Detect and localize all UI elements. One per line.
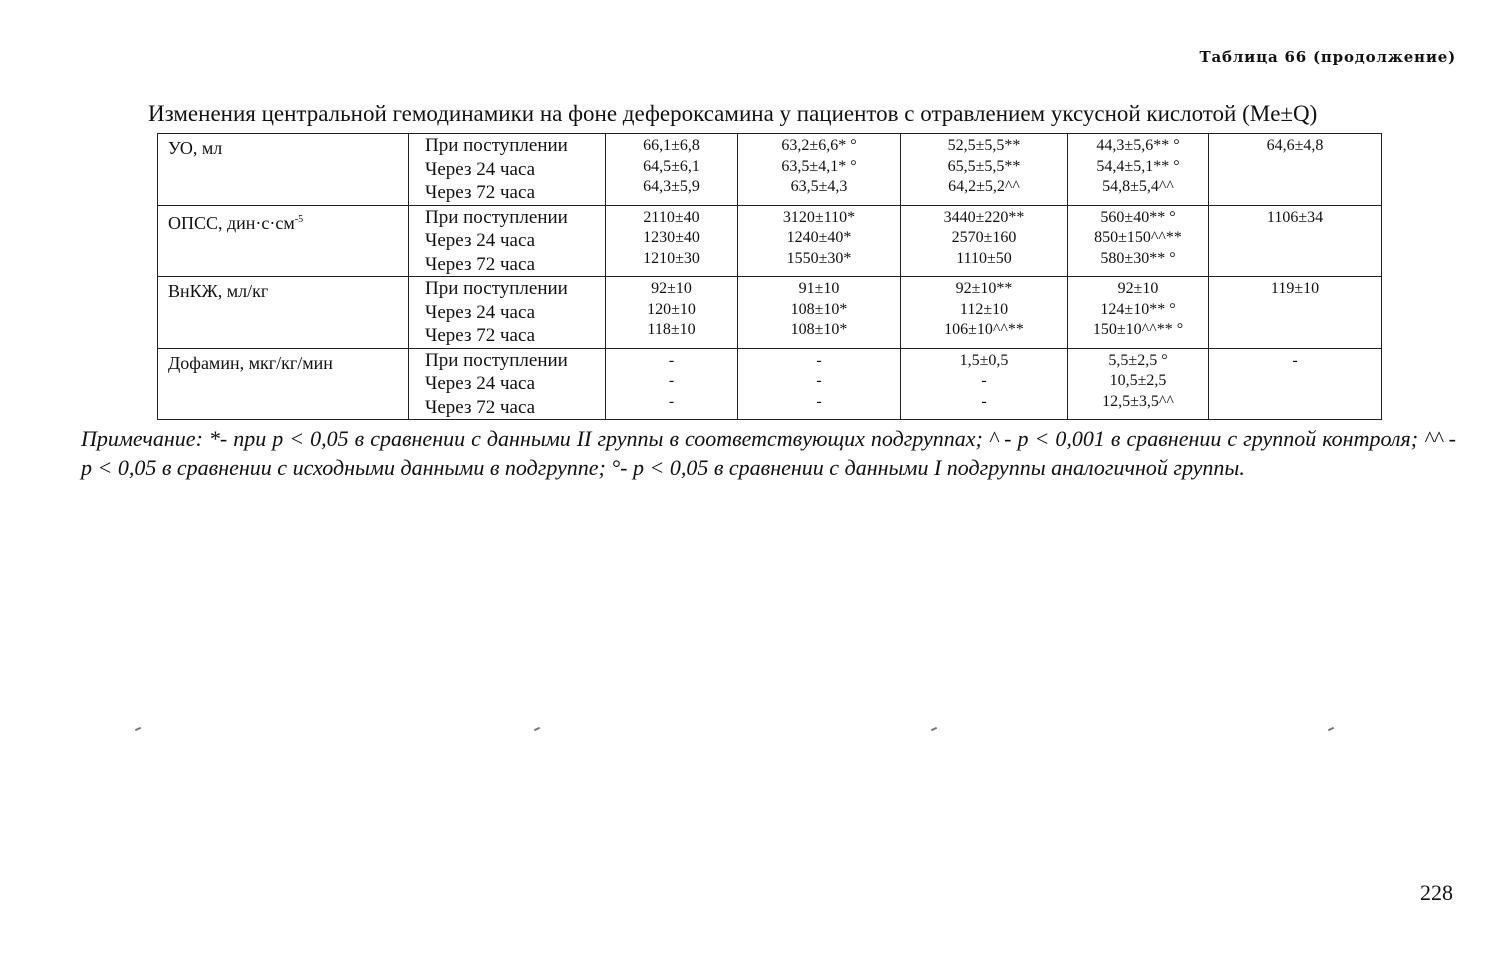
period-label: Через 24 часа (425, 373, 536, 394)
value-text: 64,3±5,9 (643, 178, 700, 195)
value-text: 52,5±5,5** (947, 137, 1021, 154)
periods-cell (409, 277, 606, 349)
table-caption: Изменения центральной гемодинамики на фоне дефероксамина у пациентов с отравлением уксусной кислотой (Me±Q) (148, 101, 1318, 126)
value-text: 64,2±5,2^^ (948, 178, 1020, 195)
period-label: Через 72 часа (425, 396, 536, 418)
value-text: - (668, 372, 675, 389)
value-cell (1068, 205, 1209, 277)
value-text: 580±30** ° (1100, 249, 1176, 267)
page-number: 228 (1420, 880, 1453, 905)
value-cell (1068, 348, 1209, 420)
table-row (158, 348, 1382, 420)
value-text: 560±40** ° (1100, 208, 1176, 226)
value-cell (606, 134, 738, 206)
parameter-cell (158, 205, 409, 277)
periods-cell (409, 134, 606, 206)
value-cell (738, 205, 901, 277)
hemodynamics-table (157, 133, 1382, 420)
parameter-name: ОПСС, дин·с·см (168, 212, 295, 233)
value-text: 1,5±0,5 (959, 351, 1009, 369)
table-row (158, 205, 1382, 277)
period-label: При поступлении (425, 135, 568, 156)
value-cell (901, 205, 1068, 277)
value-cell (606, 348, 738, 420)
value-text: 3440±220** (943, 208, 1025, 226)
value-text: 1106±34 (1266, 208, 1324, 226)
parameter-label (158, 206, 408, 233)
value-cell (606, 205, 738, 277)
value-text: 150±10^^** ° (1092, 321, 1184, 338)
value-text: - (981, 372, 987, 389)
period-label: Через 72 часа (425, 182, 536, 203)
parameter-cell (158, 277, 409, 349)
value-cell (1209, 134, 1382, 206)
value-text: 1110±50 (956, 249, 1012, 267)
value-text: 12,5±3,5^^ (1102, 392, 1174, 410)
value-cell (901, 134, 1068, 206)
value-cell (901, 348, 1068, 420)
period-label: Через 72 часа (425, 325, 536, 346)
period-label: При поступлении (425, 206, 568, 228)
value-text: 64,5±6,1 (643, 157, 700, 175)
value-text: 1550±30* (786, 249, 852, 267)
value-text: 119±10 (1270, 280, 1320, 297)
period-label: При поступлении (425, 349, 568, 371)
period-label: Через 24 часа (425, 158, 536, 180)
parameter-cell (158, 134, 409, 206)
value-text: - (816, 392, 822, 410)
value-text: 5,5±2,5 ° (1108, 351, 1168, 369)
value-text: 106±10^^** (944, 321, 1024, 338)
periods-cell (409, 348, 606, 420)
period-label: Через 24 часа (425, 301, 536, 323)
parameter-name: ВнКЖ, мл/кг (168, 281, 269, 301)
value-cell (738, 348, 901, 420)
table-row (158, 134, 1382, 206)
periods-cell (409, 205, 606, 277)
parameter-cell (158, 348, 409, 420)
value-text: - (668, 351, 675, 369)
value-text: - (816, 372, 822, 389)
value-text: 92±10 (651, 280, 692, 297)
value-text: - (668, 392, 675, 410)
value-text: 3120±110* (782, 208, 856, 226)
value-text: 63,2±6,6* ° (781, 137, 857, 154)
value-text: 1210±30 (643, 249, 700, 267)
value-text: 92±10 (1117, 280, 1159, 297)
scan-mark (1328, 727, 1334, 731)
table-row (158, 277, 1382, 349)
value-text: 1230±40 (643, 229, 700, 246)
value-text: 112±10 (959, 300, 1009, 318)
parameter-name: Дофамин, мкг/кг/мин (168, 352, 333, 373)
value-text: 54,8±5,4^^ (1102, 178, 1174, 195)
scan-mark (135, 727, 141, 731)
value-cell (1068, 277, 1209, 349)
value-text: 44,3±5,6** ° (1096, 137, 1180, 154)
value-text: - (816, 351, 822, 369)
value-text: 64,6±4,8 (1266, 137, 1324, 154)
value-cell (901, 277, 1068, 349)
table-label: Таблица 66 (продолжение) (1199, 48, 1456, 66)
value-text: - (1292, 351, 1298, 369)
value-text: 850±150^^** (1094, 229, 1182, 246)
parameter-unit-exponent: -5 (294, 213, 304, 225)
period-label: Через 24 часа (425, 230, 536, 251)
value-cell (738, 134, 901, 206)
parameter-label (158, 277, 408, 301)
value-cell (738, 277, 901, 349)
scan-mark (931, 727, 937, 731)
value-text: 124±10** ° (1100, 300, 1176, 318)
value-text: 92±10** (955, 280, 1013, 297)
period-label: Через 72 часа (425, 253, 536, 275)
value-text: 66,1±6,8 (643, 137, 700, 154)
value-text: 65,5±5,5** (947, 157, 1021, 175)
value-text: 120±10 (647, 300, 696, 318)
value-text: 118±10 (647, 321, 696, 338)
value-text: 10,5±2,5 (1109, 372, 1167, 389)
value-cell (1209, 205, 1382, 277)
value-text: - (981, 392, 987, 410)
value-text: 2110±40 (643, 208, 700, 226)
parameter-label (158, 134, 408, 158)
parameter-name: УО, мл (168, 138, 223, 158)
period-label: При поступлении (425, 278, 568, 299)
value-cell (1209, 277, 1382, 349)
table-note: Примечание: *- при p < 0,05 в сравнении с данными II группы в соответствующих подгруппах; ^ - p < 0,001 в сравнении с группой контроля; ^^ - p < 0,05 в сравнении с исходными данными в подгруппе; °- p < 0,05 в сравнении с данными I подгруппы аналогичной группы. (81, 426, 1456, 480)
value-text: 91±10 (798, 280, 840, 297)
value-cell (1068, 134, 1209, 206)
value-text: 108±10* (790, 300, 848, 318)
value-text: 108±10* (790, 321, 848, 338)
value-text: 1240±40* (786, 229, 852, 246)
parameter-label (158, 349, 408, 373)
value-cell (1209, 348, 1382, 420)
value-text: 63,5±4,3 (790, 178, 848, 195)
value-text: 63,5±4,1* ° (781, 157, 857, 175)
value-text: 2570±160 (951, 229, 1017, 246)
scan-mark (534, 727, 540, 731)
value-text: 54,4±5,1** ° (1096, 157, 1180, 175)
value-cell (606, 277, 738, 349)
